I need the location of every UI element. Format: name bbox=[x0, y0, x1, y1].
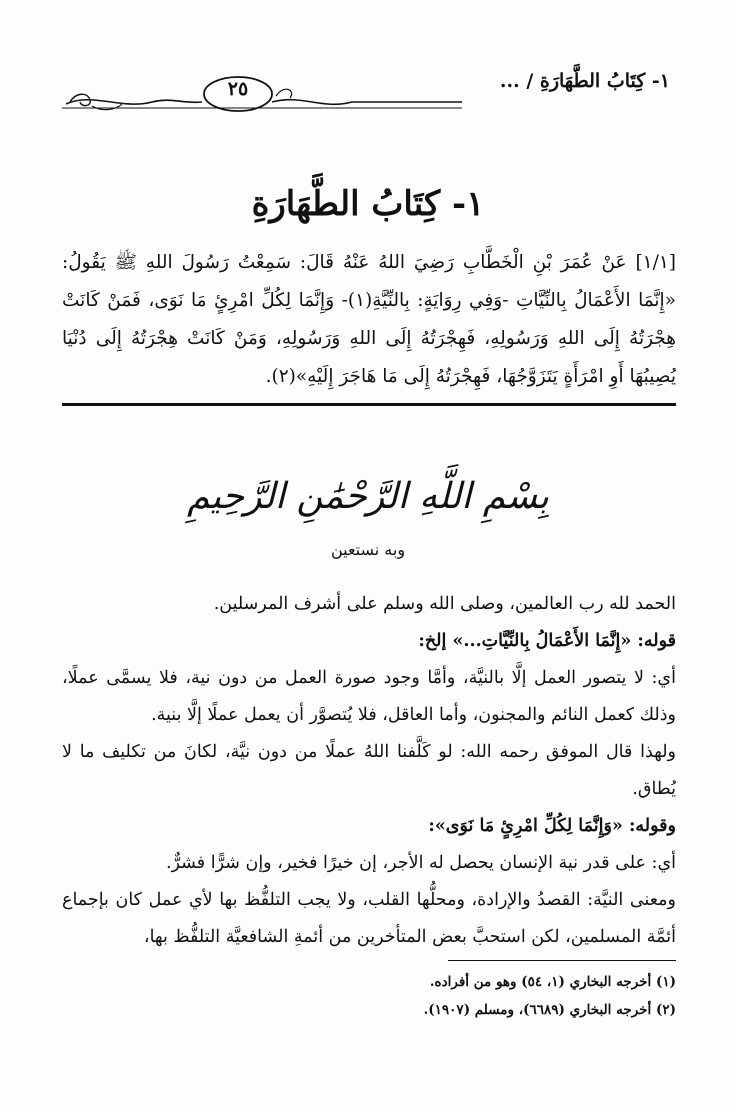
running-title: ١- كِتَابُ الطَّهَارَةِ / ... bbox=[499, 70, 670, 92]
footnote-2: (٢) أخرجه البخاري (٦٦٨٩)، ومسلم (١٩٠٧). bbox=[423, 1002, 676, 1018]
footnote-1: (١) أخرجه البخاري (١، ٥٤) وهو من أفراده. bbox=[429, 974, 676, 990]
paragraph-explanation-1: أي: لا يتصور العمل إلَّا بالنيَّة، وأمَّا وجود صورة العمل من دون نية، فلا يسمَّى عملًا، وذلك كعمل النائم والمجنون، وأما العاقل، فلا يُتصوَّر أن يعمل عملًا إلَّا بنية. bbox=[62, 668, 676, 725]
basmala-calligraphy: بِسْمِ اللَّهِ الرَّحْمَٰنِ الرَّحِيمِ bbox=[187, 476, 549, 517]
footnotes bbox=[62, 968, 676, 1024]
hadith-text: [١/١] عَنْ عُمَرَ بْنِ الْخَطَّابِ رَضِيَ اللهُ عَنْهُ قَالَ: سَمِعْتُ رَسُولَ اللهِ ﷺ يَقُولُ: «إِنَّمَا الأَعْمَالُ بِالنِّيَّاتِ -وَفِي رِوَايَةٍ: بِالنِّيَّةِ(١)- وَإِنَّمَا لِكُلِّ امْرِئٍ مَا نَوَى، فَمَنْ كَانَتْ هِجْرَتُهُ إِلَى اللهِ وَرَسُولِهِ، فَهِجْرَتُهُ إِلَى اللهِ وَرَسُولِهِ، وَمَنْ كَانَتْ هِجْرَتُهُ إِلَى دُنْيَا يُصِيبُهَا أَوِ امْرَأَةٍ يَتَزَوَّجُهَا، فَهِجْرَتُهُ إِلَى مَا هَاجَرَ إِلَيْهِ»(٢). bbox=[62, 252, 677, 387]
chapter-title: ١- كِتَابُ الطَّهَارَةِ bbox=[251, 184, 485, 224]
section-divider bbox=[62, 403, 676, 406]
commentary-body bbox=[62, 586, 676, 956]
paragraph-niyyah-meaning: ومعنى النيَّة: القصدُ والإرادة، ومحلُّها القلب، ولا يجب التلفُّظ بها لأي عمل كان بإجماع أئمَّة المسلمين، لكن استحبَّ بعض المتأخرين من أئمةِ الشافعيَّة التلفُّظ بها، bbox=[62, 890, 676, 947]
invocation-line: وبه نستعين bbox=[330, 540, 406, 559]
footnote-divider bbox=[448, 960, 676, 961]
page-number: ٢٥ bbox=[227, 78, 249, 100]
paragraph-praise: الحمد لله رب العالمين، وصلى الله وسلم على أشرف المرسلين. bbox=[213, 594, 676, 614]
paragraph-quote-2: وقوله: «وَإِنَّمَا لِكُلِّ امْرِئٍ مَا نَوَى»: bbox=[428, 816, 676, 836]
paragraph-explanation-2: أي: على قدر نية الإنسان يحصل له الأجر، إن خيرًا فخير، وإن شرًّا فشرٌّ. bbox=[165, 853, 676, 873]
running-header bbox=[62, 70, 674, 114]
paragraph-muwaffaq: ولهذا قال الموفق رحمه الله: لو كَلَّفنا اللهُ عملًا من دون نيَّة، لكانَ من تكليف ما لا يُطاق. bbox=[62, 742, 676, 799]
paragraph-quote-1: قوله: «إِنَّمَا الأَعْمَالُ بِالنِّيَّاتِ...» إلخ: bbox=[418, 631, 676, 651]
